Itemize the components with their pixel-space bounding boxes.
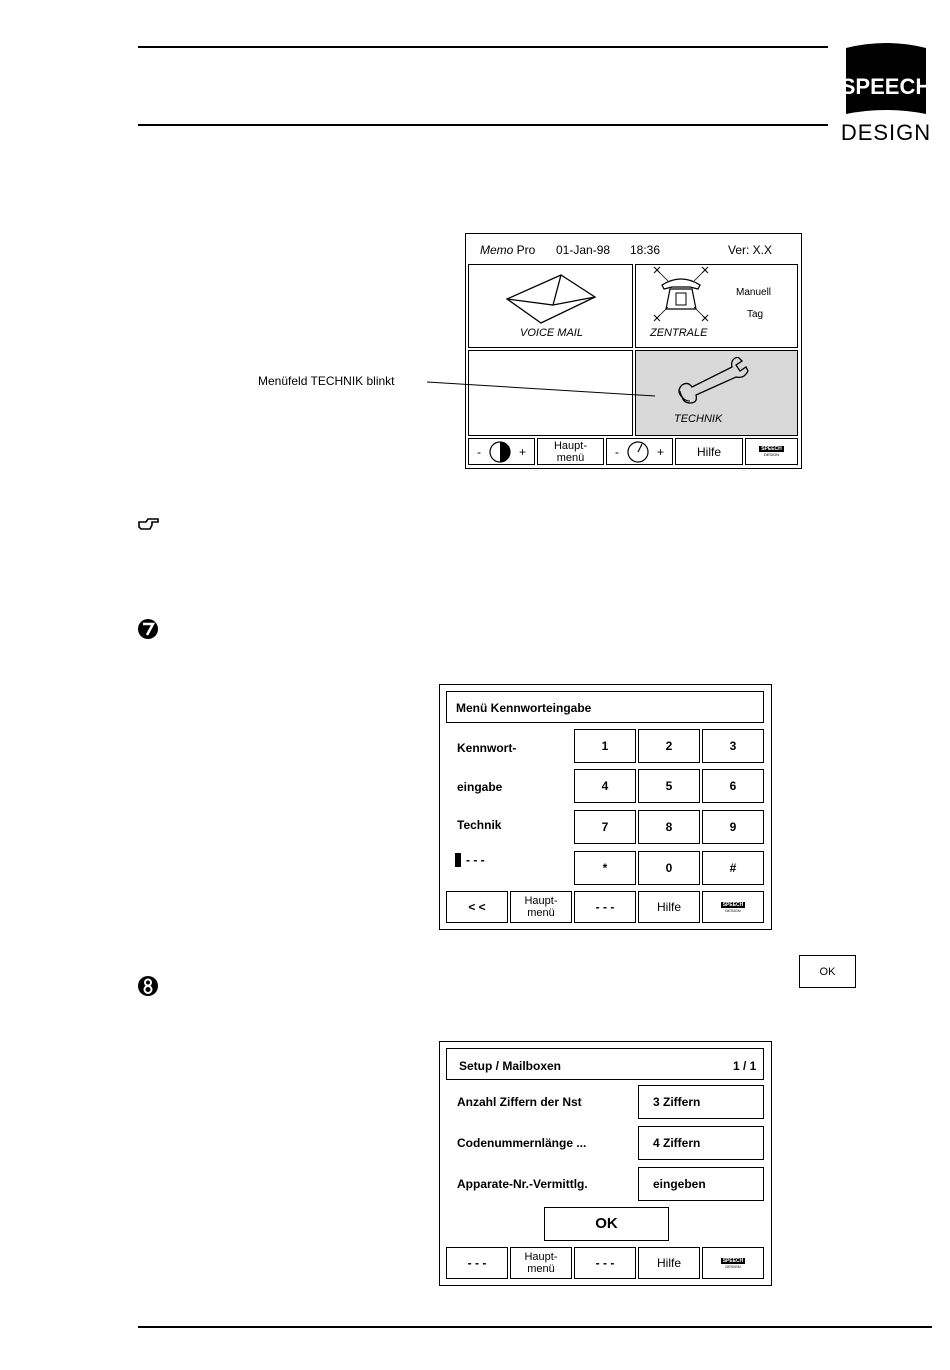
- dial-icon: [627, 441, 649, 463]
- dots-button[interactable]: - - -: [574, 891, 636, 923]
- zentrale-option-manuell: Manuell: [736, 287, 772, 298]
- status-date: 01-Jan-98: [556, 243, 611, 257]
- technik-label: TECHNIK: [674, 413, 723, 425]
- label-kennwort: Kennwort-: [457, 741, 517, 755]
- step-8-icon: [137, 975, 159, 997]
- step-7-icon: [137, 618, 159, 640]
- telephone-icon: [646, 265, 716, 327]
- setup-title-bar: [446, 1048, 764, 1080]
- key-4[interactable]: 4: [574, 769, 636, 803]
- volume-plus[interactable]: +: [656, 444, 664, 459]
- key-hash[interactable]: #: [702, 851, 764, 885]
- brand-label: Memo Pro: [480, 243, 536, 257]
- status-version: Ver: X.X: [728, 243, 773, 257]
- volume-minus[interactable]: -: [614, 444, 619, 459]
- contrast-plus[interactable]: +: [518, 444, 526, 459]
- key-0[interactable]: 0: [638, 851, 700, 885]
- row-label-apparate-nr: Apparate-Nr.-Vermittlg.: [457, 1177, 588, 1191]
- key-3[interactable]: 3: [702, 729, 764, 763]
- ok-button[interactable]: OK: [544, 1207, 669, 1241]
- main-menu-screen: [465, 233, 802, 469]
- zentrale-label: ZENTRALE: [650, 327, 708, 339]
- wrench-icon: [672, 357, 752, 407]
- setup-page-indicator: 1 / 1: [733, 1059, 757, 1073]
- logo-top-text: SPEECH: [840, 74, 932, 99]
- speech-design-mini-logo: SPEECH DESIGN: [745, 438, 798, 465]
- label-technik: Technik: [457, 818, 502, 832]
- hauptmenu-button[interactable]: Haupt- menü: [510, 891, 572, 923]
- header-rule-bottom: [138, 124, 828, 126]
- speech-design-mini-logo: SPEECH DESIGN: [702, 891, 764, 923]
- key-star[interactable]: *: [574, 851, 636, 885]
- header-rule-top: [138, 46, 828, 48]
- row-value-apparate-nr[interactable]: eingeben: [638, 1167, 764, 1201]
- zentrale-option-tag: Tag: [747, 309, 764, 320]
- tile-zentrale[interactable]: [635, 264, 798, 348]
- tile-voice-mail[interactable]: [468, 264, 633, 348]
- dots-button-right[interactable]: - - -: [574, 1247, 636, 1279]
- hauptmenu-button[interactable]: Haupt- menü: [537, 438, 604, 465]
- password-title-bar: [446, 691, 764, 723]
- key-9[interactable]: 9: [702, 810, 764, 844]
- row-value-anzahl-ziffern[interactable]: 3 Ziffern: [638, 1085, 764, 1119]
- contrast-minus[interactable]: -: [476, 444, 481, 459]
- hauptmenu-button[interactable]: Haupt- menü: [510, 1247, 572, 1279]
- status-bar: [466, 234, 801, 262]
- password-entry[interactable]: - - -: [466, 853, 485, 867]
- key-1[interactable]: 1: [574, 729, 636, 763]
- callout-line: [425, 380, 665, 400]
- logo-bottom-text: DESIGN: [840, 120, 932, 145]
- row-value-codenummernlaenge[interactable]: 4 Ziffern: [638, 1126, 764, 1160]
- speech-design-mini-logo: SPEECH DESIGN: [702, 1247, 764, 1279]
- key-2[interactable]: 2: [638, 729, 700, 763]
- contrast-icon: [489, 441, 511, 463]
- row-label-anzahl-ziffern: Anzahl Ziffern der Nst: [457, 1095, 582, 1109]
- key-7[interactable]: 7: [574, 810, 636, 844]
- setup-mailboxen-screen: [439, 1041, 772, 1286]
- label-eingabe: eingabe: [457, 780, 503, 794]
- row-label-codenummernlaenge: Codenummernlänge ...: [457, 1136, 587, 1150]
- pointing-hand-icon: [138, 516, 160, 532]
- volume-control[interactable]: [606, 438, 673, 465]
- contrast-control[interactable]: [468, 438, 535, 465]
- speech-design-logo: [838, 42, 934, 154]
- voice-mail-label: VOICE MAIL: [520, 327, 583, 339]
- ok-side-button[interactable]: OK: [799, 955, 856, 988]
- envelope-icon: [501, 269, 601, 329]
- callout-text: Menüfeld TECHNIK blinkt: [258, 374, 395, 388]
- key-8[interactable]: 8: [638, 810, 700, 844]
- hilfe-button[interactable]: Hilfe: [675, 438, 743, 465]
- password-title: Menü Kennworteingabe: [456, 701, 592, 715]
- password-cursor: [455, 853, 461, 867]
- key-6[interactable]: 6: [702, 769, 764, 803]
- key-5[interactable]: 5: [638, 769, 700, 803]
- hilfe-button[interactable]: Hilfe: [638, 1247, 700, 1279]
- status-time: 18:36: [630, 243, 661, 257]
- setup-title: Setup / Mailboxen: [459, 1059, 562, 1073]
- footer-rule: [138, 1326, 932, 1328]
- hilfe-button[interactable]: Hilfe: [638, 891, 700, 923]
- password-screen: [439, 684, 772, 930]
- back-button[interactable]: < <: [446, 891, 508, 923]
- dots-button-left[interactable]: - - -: [446, 1247, 508, 1279]
